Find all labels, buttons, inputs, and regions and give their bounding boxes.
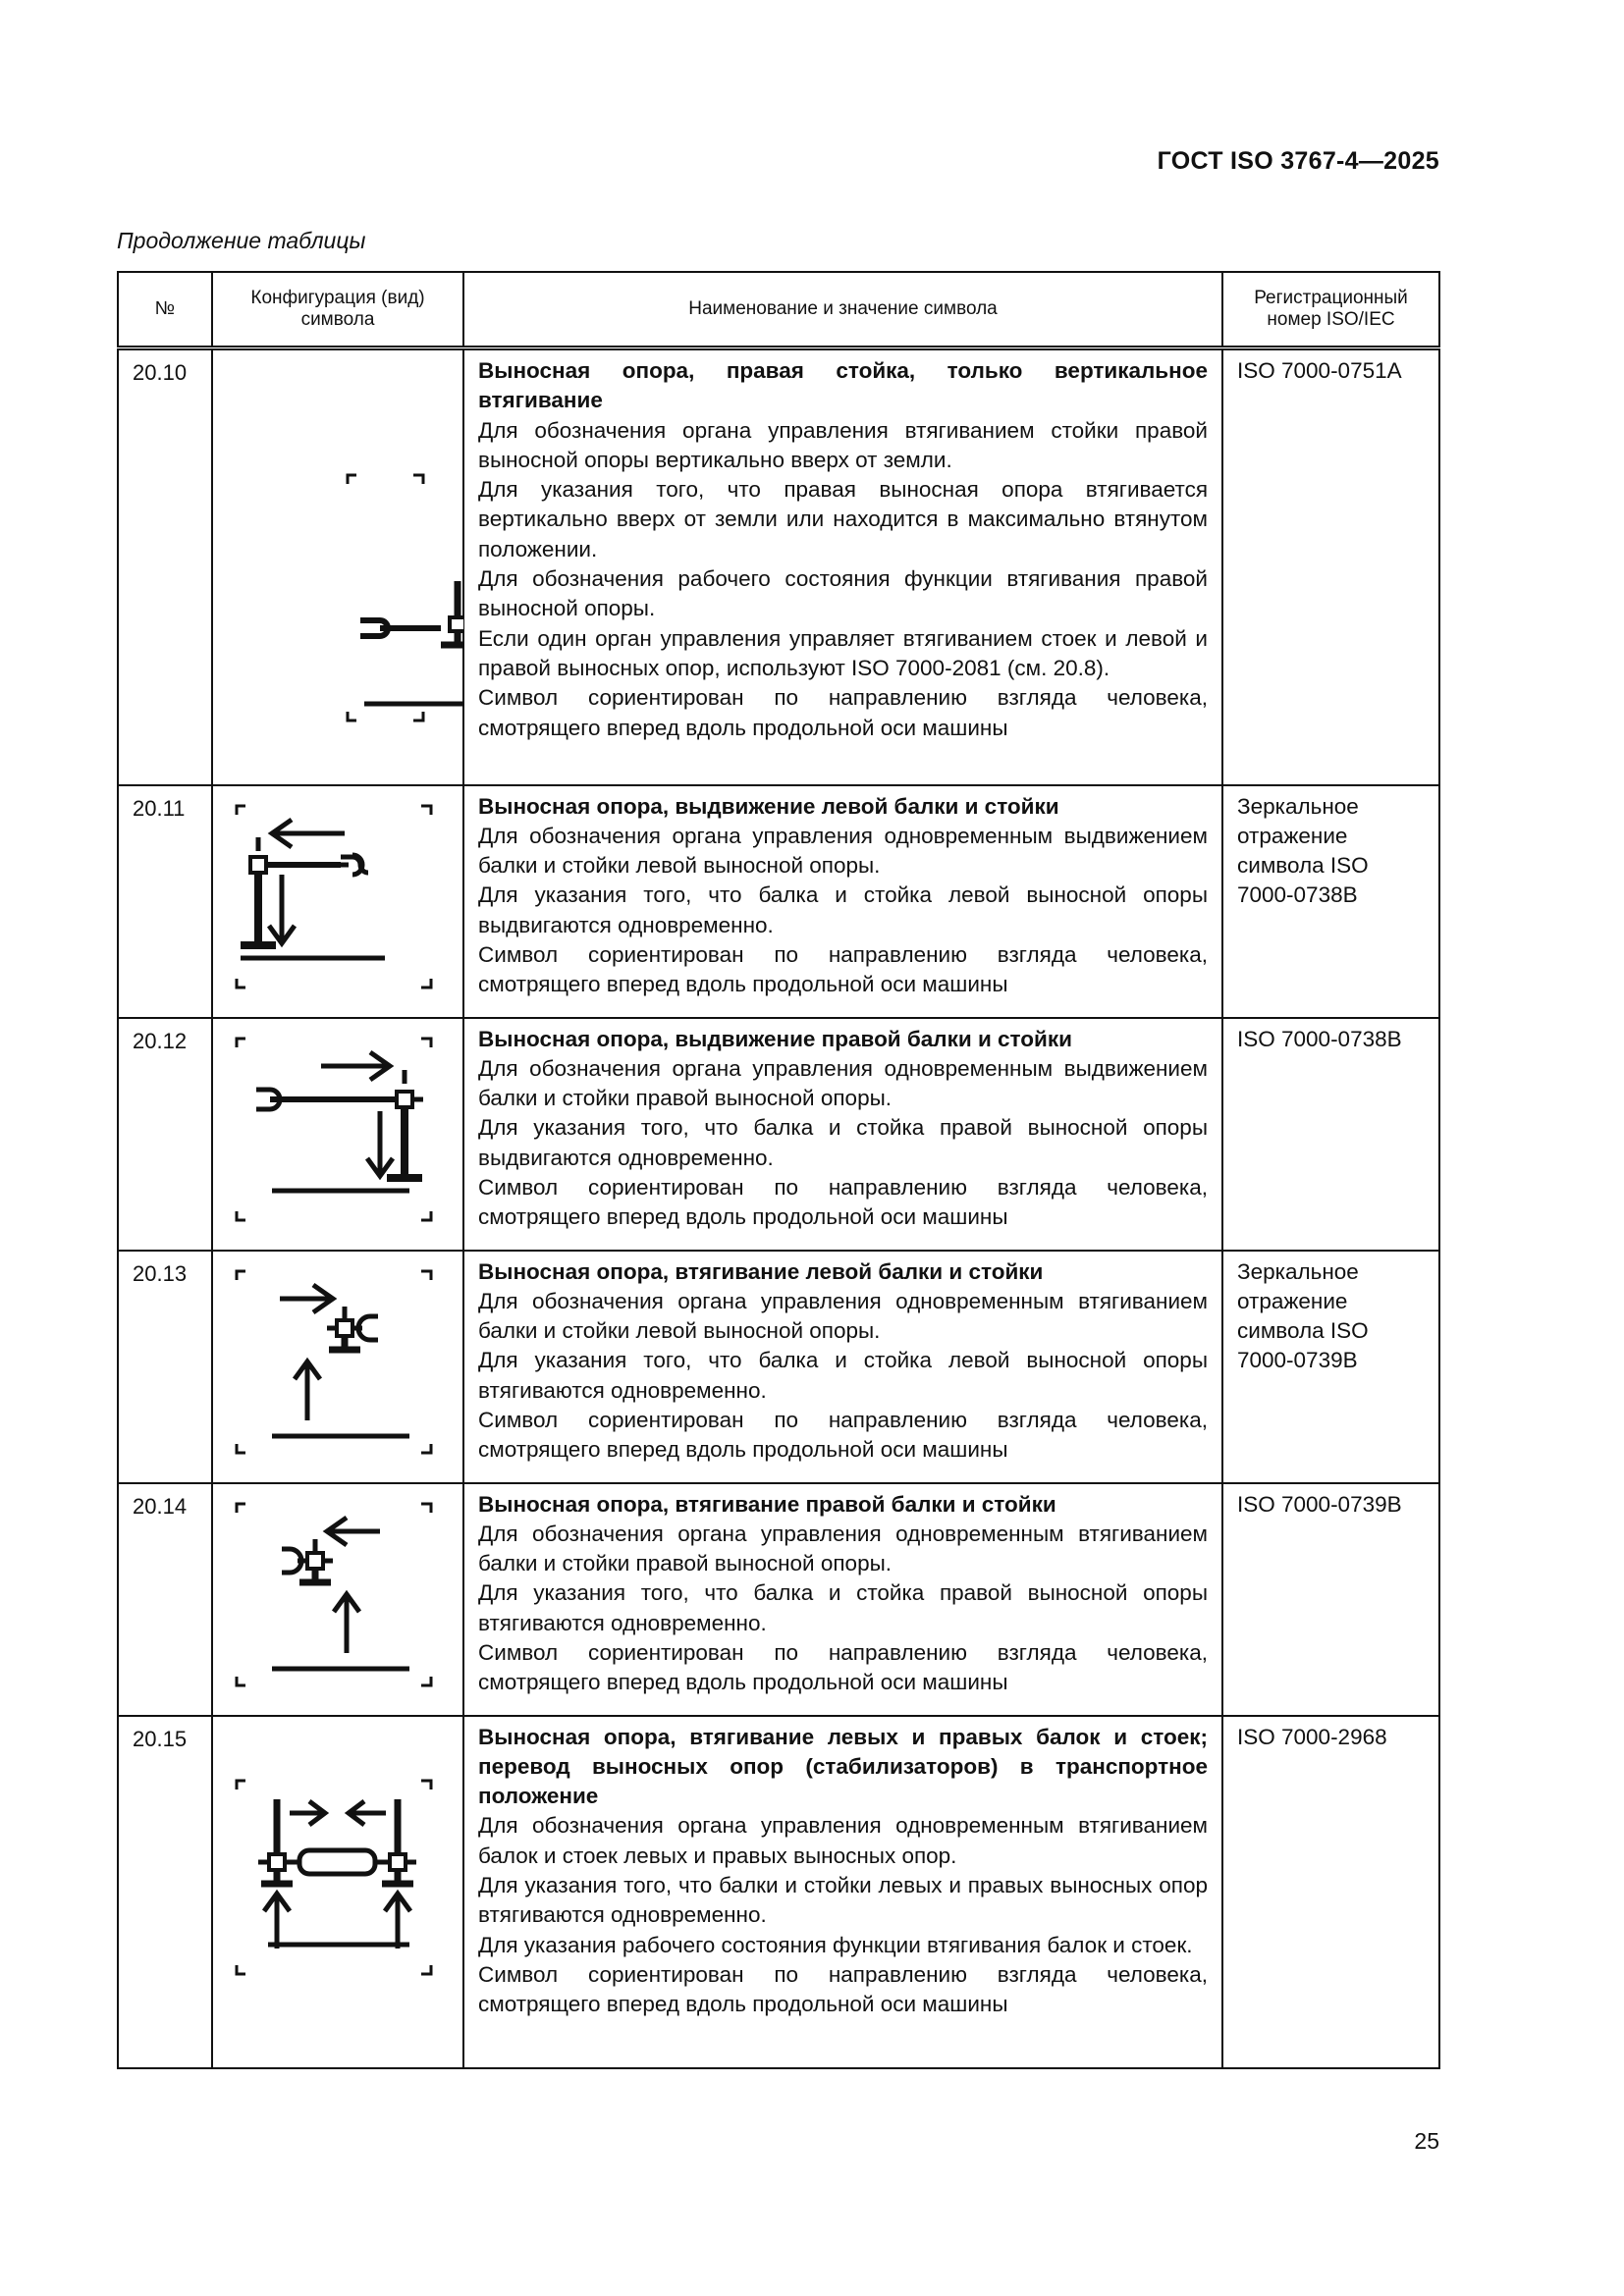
symbol-cell [212,1716,463,2068]
description-line: Для обозначения органа управления одновременным втягиванием балки и стойки правой выносной опоры. [478,1521,1208,1576]
description-line: Для указания того, что балки и стойки левых и правых выносных опор втягиваются одновременно. [478,1872,1208,1928]
description-line: Для указания того, что балка и стойка правой выносной опоры втягиваются одновременно. [478,1580,1208,1635]
symbol-cell [212,1251,463,1483]
symbol-title: Выносная опора, правая стойка, только вертикальное втягивание [478,358,1208,413]
table-row [118,1251,1439,1483]
table-row [118,1483,1439,1716]
registration-number: Зеркальное отражение символа ISO 7000-0738B [1222,785,1439,1018]
table-row [118,1716,1439,2068]
description-line: Для обозначения органа управления одновременным втягиванием балки и стойки левой выносной опоры. [478,1288,1208,1344]
description-line: Символ сориентирован по направлению взгляда человека, смотрящего вперед вдоль продольной оси машины [478,1961,1208,2017]
col-header-symbol: Конфигурация (вид) символа [212,272,463,348]
description-line: Символ сориентирован по направлению взгляда человека, смотрящего вперед вдоль продольной оси машины [478,1639,1208,1695]
symbol-title: Выносная опора, выдвижение левой балки и стойки [478,793,1059,819]
row-number: 20.15 [118,1716,212,2068]
description-line: Если один орган управления управляет втягиванием стоек и левой и правой выносных опор, используют ISO 7000-2081 (см. 20.8). [478,625,1208,680]
registration-number: ISO 7000-0738B [1222,1018,1439,1251]
symbol-title: Выносная опора, втягивание левой балки и стойки [478,1258,1044,1284]
table-row [118,348,1439,785]
description-line: Символ сориентирован по направлению взгляда человека, смотрящего вперед вдоль продольной оси машины [478,1174,1208,1230]
description-line: Символ сориентирован по направлению взгляда человека, смотрящего вперед вдоль продольной оси машины [478,1407,1208,1463]
outriggers-all-retract-transport-icon [213,1717,464,2066]
description-cell [463,1251,1222,1483]
description-line: Для указания того, что балка и стойка левой выносной опоры выдвигаются одновременно. [478,882,1208,937]
table-continuation-label: Продолжение таблицы [117,228,366,253]
outrigger-right-beam-jack-extend-icon [213,1019,464,1249]
row-number: 20.10 [118,348,212,785]
symbol-cell [212,348,463,785]
description-line: Для указания того, что балка и стойка левой выносной опоры втягиваются одновременно. [478,1348,1208,1403]
page-number: 25 [1414,2128,1439,2154]
symbol-cell [212,785,463,1018]
table-header-row [118,272,1439,348]
description-cell [463,348,1222,785]
description-cell [463,1483,1222,1716]
registration-number: Зеркальное отражение символа ISO 7000-0739B [1222,1251,1439,1483]
registration-number: ISO 7000-0739B [1222,1483,1439,1716]
row-number: 20.14 [118,1483,212,1716]
col-header-name: Наименование и значение символа [463,272,1222,348]
description-line: Для указания рабочего состояния функции втягивания балок и стоек. [478,1932,1193,1957]
document-code: ГОСТ ISO 3767-4—2025 [1157,147,1439,175]
symbol-title: Выносная опора, втягивание правой балки и стойки [478,1491,1056,1517]
row-number: 20.12 [118,1018,212,1251]
description-cell [463,785,1222,1018]
description-line: Символ сориентирован по направлению взгляда человека, смотрящего вперед вдоль продольной оси машины [478,941,1208,997]
description-cell [463,1018,1222,1251]
description-line: Символ сориентирован по направлению взгляда человека, смотрящего вперед вдоль продольной оси машины [478,685,1208,740]
description-line: Для указания того, что правая выносная опора втягивается вертикально вверх от земли или находится в максимально втянутом положении. [478,477,1208,561]
description-line: Для обозначения органа управления одновременным выдвижением балки и стойки левой выносной опоры. [478,823,1208,879]
outrigger-left-beam-jack-extend-icon [213,786,464,1016]
description-line: Для обозначения органа управления втягиванием стойки правой выносной опоры вертикально вверх от земли. [478,417,1208,472]
registration-number: ISO 7000-0751A [1222,348,1439,785]
table-row [118,1018,1439,1251]
description-line: Для обозначения органа управления одновременным выдвижением балки и стойки правой выносной опоры. [478,1055,1208,1111]
table-row [118,785,1439,1018]
description-line: Для указания того, что балка и стойка правой выносной опоры выдвигаются одновременно. [478,1115,1208,1170]
symbol-title: Выносная опора, выдвижение правой балки и стойки [478,1026,1072,1051]
description-line: Для обозначения рабочего состояния функции втягивания правой выносной опоры. [478,566,1208,621]
registration-number: ISO 7000-2968 [1222,1716,1439,2068]
col-header-reg: Регистрационный номер ISO/IEC [1222,272,1439,348]
symbol-title: Выносная опора, втягивание левых и правых балок и стоек; перевод выносных опор (стабилизаторов) в транспортное положение [478,1724,1208,1809]
symbol-cell [212,1018,463,1251]
outrigger-left-beam-jack-retract-icon [213,1252,464,1481]
row-number: 20.13 [118,1251,212,1483]
description-line: Для обозначения органа управления одновременным втягиванием балок и стоек левых и правых выносных опор. [478,1813,1208,1868]
outrigger-right-jack-retract-vertical-icon [213,350,464,782]
row-number: 20.11 [118,785,212,1018]
outrigger-right-beam-jack-retract-icon [213,1484,464,1714]
symbols-table [117,271,1440,2069]
symbol-cell [212,1483,463,1716]
col-header-number: № [118,272,212,348]
description-cell [463,1716,1222,2068]
